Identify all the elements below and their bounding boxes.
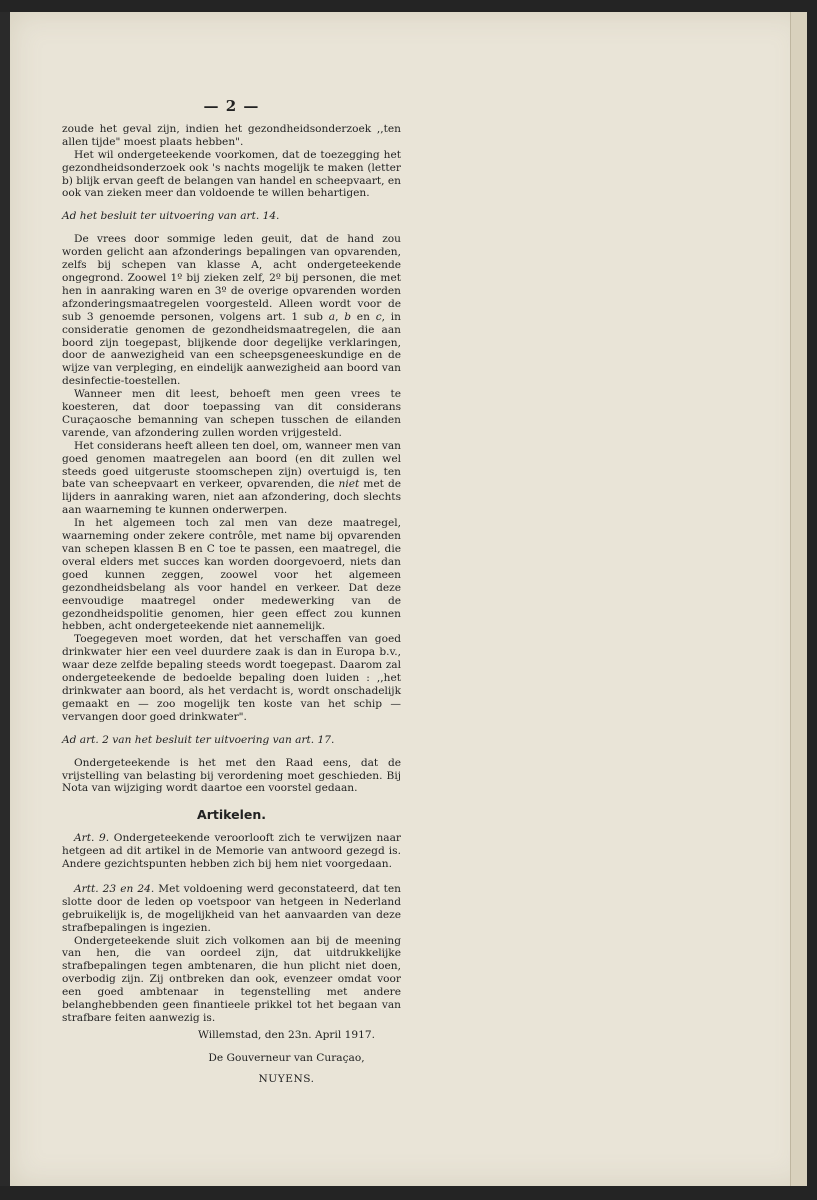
paragraph-text: Ondergeteekende veroorlooft zich te verwijzen naar hetgeen ad dit artikel in de Memorie van antwoord gezegd is. Andere gezichtspunten hebben zich bij hem niet voorgedaan. bbox=[62, 832, 401, 871]
paragraph: zoude het geval zijn, indien het gezondheidsonderzoek ,,ten allen tijde" moest plaats hebben". bbox=[62, 122, 401, 148]
paragraph-text: Het considerans heeft alleen ten doel, om, wanneer men van goed genomen maatregelen aan boord (en dit zullen wel steeds goed uitgeruste stoomschepen zijn) overtuigd is, ten bate van scheepvaart en verkeer, opvarenden, die bbox=[62, 439, 401, 491]
text-column bbox=[62, 97, 401, 1086]
paragraph: Toegegeven moet worden, dat het verschaffen van goed drinkwater hier een veel duurdere zaak is dan in Europa b.v., waar deze zelfde bepaling steeds wordt toegepast. Daarom zal ondergeteekende de bedoelde bepaling doen luiden : ,,het drinkwater aan boord, als het verdacht is, wordt onschadelijk gemaakt en — zoo mogelijk ten koste van het schip — vervangen door goed drinkwater". bbox=[62, 633, 401, 723]
italic-letter: c bbox=[375, 310, 382, 323]
paragraph-text: , bbox=[335, 310, 345, 323]
section-heading: Ad het besluit ter uitvoering van art. 14. bbox=[62, 210, 280, 223]
section-heading: Ad art. 2 van het besluit ter uitvoering van art. 17. bbox=[62, 733, 335, 746]
paragraph: Wanneer men dit leest, behoeft men geen vrees te koesteren, dat door toepassing van dit considerans Curaçaosche bemanning van schepen tusschen de eilanden varende, van afzondering zullen worden vrijgesteld. bbox=[62, 388, 401, 439]
scan-border-bottom bbox=[0, 1186, 817, 1200]
italic-letter: a bbox=[328, 310, 336, 323]
paragraph: Het wil ondergeteekende voorkomen, dat de toezegging het gezondheidsonderzoek ook 's nachts mogelijk te maken (letter b) blijk ervan geeft de belangen van handel en scheepvaart, en ook van zieken meer dan voldoende te willen behartigen. bbox=[62, 148, 401, 200]
paragraph-text: , in consideratie genomen de gezondheidsmaatregelen, die aan boord zijn toegepast, blijkende door degelijke verklaringen, door de aanwezigheid van een scheepsgeneeskundige en de wijze van verpleging, en eindelijk aanwezigheid aan boord van desinfectie-toestellen. bbox=[62, 310, 401, 388]
paragraph bbox=[62, 233, 401, 388]
signature-title: De Gouverneur van Curaçao, bbox=[208, 1051, 365, 1064]
scan-border-right bbox=[807, 0, 817, 1200]
paragraph: In het algemeen toch zal men van deze maatregel, waarneming onder zekere contrôle, met name bij opvarenden van schepen klassen B en C toe te passen, een maatregel, die overal elders met succes kan worden doorgevoerd, niets dan goed kunnen zeggen, zoowel voor het algemeen gezondheidsbelang als voor handel en verkeer. Dat deze eenvoudige maatregel onder medewerking van de gezondheidspolitie genomen, hier geen effect zou kunnen hebben, acht ondergeteekende niet aannemelijk. bbox=[62, 517, 401, 633]
page-number: — 2 — bbox=[203, 97, 260, 115]
paragraph bbox=[62, 440, 401, 517]
paragraph bbox=[62, 832, 401, 871]
paragraph-text: en bbox=[351, 310, 376, 323]
paragraph: Ondergeteekende sluit zich volkomen aan bij de meening van hen, die van oordeel zijn, dat uitdrukkelijke strafbepalingen tegen ambtenaren, die hun plicht niet doen, overbodig zijn. Zij ontbreken dan ook, evenzeer omdat voor een goed ambtenaar in tegenstelling met andere belanghebbenden geen finantieele prikkel tot het begaan van strafbare feiten aanwezig is. bbox=[62, 934, 401, 1024]
paragraph: Ondergeteekende is het met den Raad eens, dat de vrijstelling van belasting bij verordening moet geschieden. Bij Nota van wijziging wordt daartoe een voorstel gedaan. bbox=[62, 756, 401, 795]
scan-border-top bbox=[0, 0, 817, 12]
article-ref: Artt. 23 en 24. bbox=[74, 882, 155, 895]
paragraph-text: Met voldoening werd geconstateerd, dat ten slotte door de leden op voetspoor van hetgeen in Nederland gebruikelijk is, de mogelijkheid van het aanvaarden van deze strafbepalingen is ingezien. bbox=[62, 882, 401, 934]
paragraph-text: met de lijders in aanraking waren, niet aan afzondering, doch slechts aan waarneming te kunnen onderwerpen. bbox=[62, 478, 401, 517]
paragraph-text: De vrees door sommige leden geuit, dat de hand zou worden gelicht aan afzonderings bepalingen van opvarenden, zelfs bij schepen van klasse A, acht ondergeteekende ongegrond. Zoowel 1º bij zieken zelf, 2º bij personen, die met hen in aanraking waren en 3º de overige opvarenden worden afzonderingsmaatregelen voorgesteld. Alleen wordt voor de sub 3 genoemde personen, volgens art. 1 sub bbox=[62, 233, 401, 323]
italic-word: niet bbox=[338, 478, 360, 491]
paragraph bbox=[62, 883, 401, 935]
italic-letter: b bbox=[344, 310, 352, 323]
page-gutter bbox=[790, 12, 808, 1186]
signature-place-date: Willemstad, den 23n. April 1917. bbox=[198, 1028, 375, 1041]
article-ref: Art. 9. bbox=[74, 832, 110, 845]
articles-heading: Artikelen. bbox=[197, 807, 266, 823]
signature-name: NUYENS. bbox=[258, 1072, 315, 1085]
